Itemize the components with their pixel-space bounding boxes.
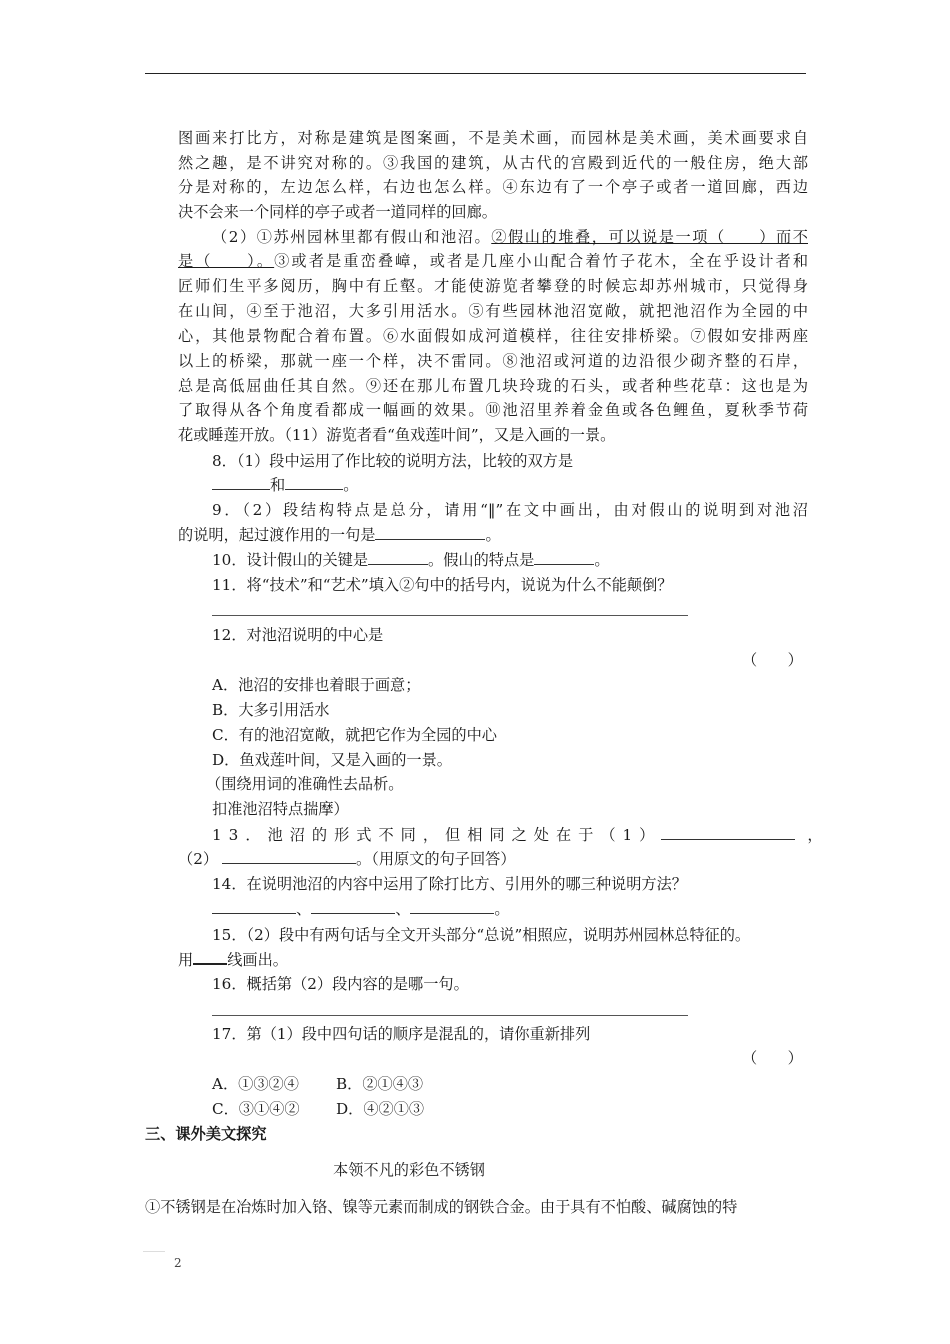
question-16: 16．概括第（2）段内容的是哪一句。	[212, 975, 469, 993]
question-14-answers	[212, 899, 842, 919]
page-number: 2	[174, 1256, 182, 1270]
paragraph1-line: 然之趣，是不讲究对称的。③我国的建筑，从古代的宫殿到近代的一般住房，绝大部	[178, 154, 808, 172]
paragraph2-prefix: （2）①苏州园林里都有假山和池沼。	[212, 228, 492, 246]
question-9-line2	[178, 525, 808, 545]
question-13-line2	[178, 849, 808, 869]
question-9-text: 的说明，起过渡作用的一句是	[178, 526, 376, 544]
period: 。	[594, 551, 610, 569]
answer-blank[interactable]	[534, 550, 594, 565]
question-15-line2	[178, 949, 808, 970]
paragraph1-line: 分是对称的，左边怎么样，右边也怎么样。④东边有了一个亭子或者一道回廊，西边	[178, 178, 808, 196]
question-10-text: 。假山的特点是	[428, 551, 535, 569]
paragraph1-line: 决不会来一个同样的亭子或者一道同样的回廊。	[178, 203, 497, 221]
option-row	[212, 1099, 842, 1119]
answer-line[interactable]	[212, 615, 688, 616]
question-11: 11．将“技术”和“艺术”填入②句中的括号内，说说为什么不能颠倒？	[212, 576, 673, 594]
question-10-text: 10．设计假山的关键是	[212, 551, 369, 569]
paragraph2-line: 在山间，④至于池沼，大多引用活水。⑤有些园林池沼宽敞，就把池沼作为全园的中	[178, 302, 808, 320]
answer-blank[interactable]	[368, 550, 428, 565]
separator: 、	[296, 900, 312, 918]
question-13-text: （2）	[178, 850, 219, 868]
question-10	[212, 550, 842, 570]
question-9: 9．（2）段结构特点是总分，请用“‖”在文中画出，由对假山的说明到对池沼	[212, 501, 808, 519]
answer-blank[interactable]	[212, 899, 296, 914]
header-rule	[145, 73, 806, 74]
hint-text: （围绕用词的准确性去品析。	[206, 775, 404, 793]
question-8: 8．（1）段中运用了作比较的说明方法，比较的双方是	[212, 452, 574, 470]
comma: ，	[807, 826, 823, 844]
paragraph2-line	[178, 251, 808, 271]
option-row	[212, 1074, 842, 1094]
underline-sample	[193, 949, 227, 965]
article-title: 本领不凡的彩色不锈钢	[333, 1161, 485, 1179]
question-13-note: 。（用原文的句子回答）	[356, 850, 516, 868]
answer-parentheses[interactable]: （ ）	[742, 651, 803, 669]
question-15: 15．（2）段中有两句话与全文开头部分“总说”相照应，说明苏州园林总特征的。	[212, 926, 751, 944]
question-17: 17．第（1）段中四句话的顺序是混乱的，请你重新排列	[212, 1025, 591, 1043]
paragraph2-line: 花或睡莲开放。（11）游览者看“鱼戏莲叶间”，又是入画的一景。	[178, 426, 616, 444]
period: 。	[494, 900, 510, 918]
option-c[interactable]: C．有的池沼宽敞，就把它作为全园的中心	[212, 726, 497, 744]
answer-parentheses[interactable]: （ ）	[742, 1049, 803, 1067]
paragraph2-line: 了取得从各个角度看都成一幅画的效果。⑩池沼里养着金鱼或各色鲤鱼，夏秋季节荷	[178, 401, 808, 419]
question-14: 14．在说明池沼的内容中运用了除打比方、引用外的哪三种说明方法？	[212, 875, 687, 893]
question-12: 12．对池沼说明的中心是	[212, 626, 384, 644]
answer-blank[interactable]	[410, 899, 494, 914]
answer-blank[interactable]	[222, 849, 356, 864]
article-paragraph: ①不锈钢是在冶炼时加入铬、镍等元素而制成的钢铁合金。由于具有不怕酸、碱腐蚀的特	[145, 1198, 738, 1216]
option-a[interactable]: A．池沼的安排也着眼于画意；	[212, 676, 421, 694]
option-a[interactable]: A．①③②④	[212, 1075, 299, 1093]
paragraph2-line	[212, 227, 808, 247]
footer-rule	[143, 1251, 165, 1252]
option-d[interactable]: D．鱼戏莲叶间，又是入画的一景。	[212, 751, 452, 769]
period: 。	[343, 476, 359, 494]
question-15-text: 线画出。	[227, 951, 288, 969]
question-13-text: 13．池沼的形式不同，但相同之处在于（1）	[212, 826, 662, 844]
conjunction: 和	[270, 476, 286, 494]
answer-blank[interactable]	[375, 525, 485, 540]
paragraph2-line: 匠师们生平多阅历，胸中有丘壑。才能使游览者攀登的时候忘却苏州城市，只觉得身	[178, 277, 808, 295]
option-c[interactable]: C．③①④②	[212, 1100, 300, 1118]
answer-blank[interactable]	[285, 475, 343, 490]
separator: 、	[395, 900, 411, 918]
paragraph2-underlined-sentence: ②假山的堆叠，可以说是一项（ ）而不	[491, 228, 808, 246]
answer-blank[interactable]	[212, 475, 270, 490]
paragraph2-line: 以上的桥梁，那就一座一个样，决不雷同。⑧池沼或河道的边沿很少砌齐整的石岸，	[178, 352, 808, 370]
paragraph2-line: 总是高低屈曲任其自然。⑨还在那儿布置几块玲珑的石头，或者种些花草：这也是为	[178, 377, 808, 395]
question-13	[212, 825, 823, 845]
answer-blank[interactable]	[661, 825, 795, 840]
period: 。	[485, 526, 501, 544]
question-8-answer	[212, 475, 842, 495]
paragraph1-line: 图画来打比方，对称是建筑是图案画，不是美术画，而园林是美术画，美术画要求自	[178, 129, 808, 147]
option-b[interactable]: B．②①④③	[336, 1075, 424, 1093]
hint-text: 扣准池沼特点揣摩）	[212, 800, 349, 818]
question-15-text: 用	[178, 951, 194, 969]
paragraph2-line: 心，其他景物配合着布置。⑥水面假如成河道模样，往往安排桥梁。⑦假如安排两座	[178, 327, 808, 345]
option-b[interactable]: B．大多引用活水	[212, 701, 330, 719]
paragraph2-underlined-sentence-end: 是（ ）。	[178, 252, 275, 270]
section-heading: 三、课外美文探究	[145, 1125, 267, 1143]
paragraph2-text: ③或者是重峦叠嶂，或者是几座小山配合着竹子花木，全在乎设计者和	[274, 252, 808, 270]
option-d[interactable]: D．④②①③	[336, 1100, 425, 1118]
answer-blank[interactable]	[311, 899, 395, 914]
answer-line[interactable]	[212, 1015, 688, 1016]
